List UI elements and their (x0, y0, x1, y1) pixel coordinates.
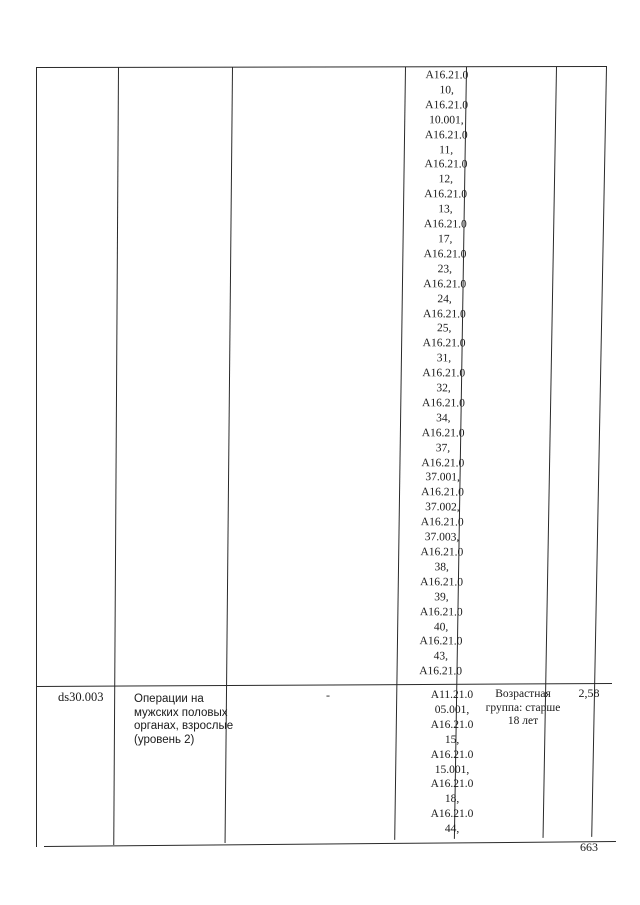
code-line: A16.21.0 (425, 69, 469, 82)
code-line: 10.001, (429, 113, 464, 127)
code-line: A16.21.0 (430, 748, 474, 761)
code-line: 44, (444, 823, 460, 836)
code-line: 39, (434, 590, 449, 604)
table-top-border (36, 66, 607, 68)
code-line: 11, (439, 143, 454, 156)
group-name: Операции на мужских половых органах, взрослые (уровень 2) (134, 693, 234, 746)
code-line: 15.001, (434, 763, 470, 776)
code-line: A16.21.0 (423, 277, 467, 291)
code-line: 24, (437, 292, 452, 306)
code-line: A16.21.0 (423, 218, 467, 231)
code-line: 05.001, (434, 703, 470, 716)
col-line-1 (113, 67, 119, 845)
code-line: 25, (437, 322, 452, 335)
code-line: 37.003, (424, 531, 460, 544)
code-line: A16.21.0 (422, 367, 466, 380)
code-line: A16.21.0 (419, 605, 463, 619)
code-line: A16.21.0 (420, 575, 464, 589)
code-line: 10, (439, 84, 455, 97)
table-left-border (36, 67, 37, 847)
code-line: 17, (437, 233, 453, 246)
service-codes (417, 688, 487, 837)
service-codes-continued (405, 68, 483, 680)
code-line: A16.21.0 (422, 397, 465, 410)
code-line: 32, (436, 382, 451, 395)
code-line: A16.21.0 (422, 337, 466, 350)
code-line: 43, (433, 650, 449, 663)
coefficient: 2,58 (578, 686, 600, 700)
age-group: Возрастная группа: старше 18 лет (485, 688, 561, 728)
code-line: A16.21.0 (424, 188, 468, 201)
code-line: 18, (444, 793, 460, 806)
code-line: A16.21.0 (419, 665, 463, 678)
code-line: 15, (444, 733, 460, 746)
code-line: A16.21.0 (424, 158, 468, 172)
code-line: A16.21.0 (430, 808, 474, 821)
code-line: 37.002, (425, 501, 460, 514)
empty-cell-dash: - (326, 688, 330, 702)
code-line: 12, (438, 173, 454, 186)
code-line: A16.21.0 (430, 718, 474, 731)
table-bottom-border (44, 841, 616, 847)
page-number: 663 (580, 840, 598, 854)
code-line: 40, (433, 620, 449, 633)
code-line: A16.21.0 (419, 635, 463, 649)
code-line: A16.21.0 (420, 546, 464, 559)
code-line: A16.21.0 (430, 778, 474, 791)
code-line: A16.21.0 (421, 426, 465, 440)
code-line: A16.21.0 (421, 456, 465, 470)
code-line: A16.21.0 (420, 516, 464, 529)
code-line: A16.21.0 (423, 248, 467, 261)
code-line: 38, (434, 561, 450, 574)
code-line: 13, (438, 203, 453, 216)
code-line: 34, (436, 412, 451, 425)
table-right-border (591, 67, 607, 837)
col-line-3 (394, 67, 406, 840)
code-line: 37.001, (425, 471, 461, 485)
code-line: A16.21.0 (421, 486, 465, 499)
code-line: A11.21.0 (430, 689, 474, 701)
code-line: A16.21.0 (424, 128, 468, 142)
code-line: 37, (435, 441, 451, 455)
group-code: ds30.003 (58, 690, 104, 704)
code-line: 23, (437, 263, 453, 276)
row-divider (36, 683, 612, 687)
code-line: A16.21.0 (425, 98, 469, 112)
code-line: 31, (436, 352, 452, 365)
code-line: A16.21.0 (422, 307, 466, 321)
